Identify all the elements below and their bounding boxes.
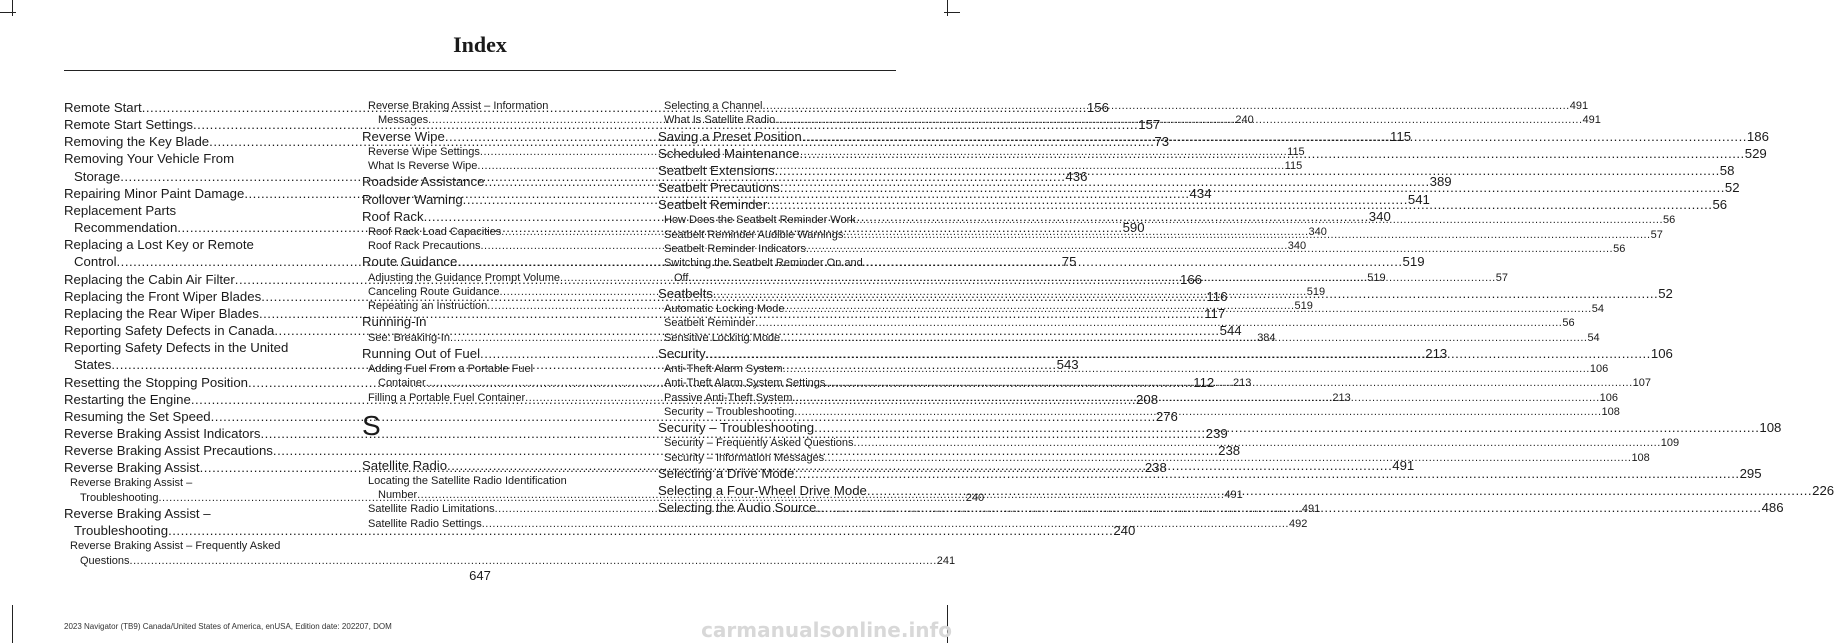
page-reference: 491	[1569, 100, 1589, 112]
footer-edition-text: 2023 Navigator (TB9) Canada/United States of America, enUSA, Edition date: 202207, DOM	[64, 622, 392, 631]
dot-leader	[784, 303, 1591, 315]
entry-text: Running-In	[362, 314, 427, 330]
entry-text: Rollover Warning	[362, 191, 463, 207]
page-reference: 519	[1294, 300, 1313, 313]
entry-text: How Does the Seatbelt Reminder Work	[664, 214, 856, 227]
page-reference: 157	[1138, 117, 1161, 133]
entry-text: Seatbelt Extensions	[658, 162, 775, 178]
dot-leader	[867, 483, 1812, 498]
page-reference: 56	[1712, 197, 1728, 213]
page-reference: 115	[1287, 145, 1305, 158]
entry-text: Replacing the Front Wiper Blades	[64, 288, 262, 304]
entry-text: Roof Rack Load Capacities	[368, 225, 502, 238]
page-reference: 434	[1189, 185, 1212, 201]
entry-text: Reverse Braking Assist Precautions	[64, 443, 273, 459]
page-reference: 107	[1632, 377, 1651, 390]
entry-text: Recommendation	[74, 220, 178, 236]
page-reference: 384	[1257, 331, 1276, 344]
dot-leader	[755, 317, 1562, 329]
dot-leader	[856, 214, 1663, 226]
dot-leader	[482, 518, 1289, 530]
page-reference: 52	[1658, 285, 1673, 301]
dot-leader	[457, 254, 1402, 269]
page-title: Index	[453, 32, 507, 57]
entry-text: Adding Fuel From a Portable Fuel	[368, 363, 534, 376]
entry-text: Reverse Braking Assist –	[64, 506, 211, 522]
header-divider	[64, 70, 896, 71]
entry-text: Anti-Theft Alarm System	[664, 363, 783, 376]
page-reference: 340	[1287, 240, 1307, 253]
entry-text: Scheduled Maintenance	[658, 145, 800, 161]
page-reference: 166	[1180, 271, 1203, 287]
dot-leader	[792, 392, 1599, 404]
page-reference: 108	[1601, 405, 1620, 418]
entry-text: Satellite Radio Settings	[368, 517, 482, 530]
dot-leader	[783, 363, 1590, 375]
entry-text: Seatbelt Reminder	[664, 317, 756, 330]
page-reference: 239	[1205, 425, 1228, 441]
section-letter: S	[362, 409, 381, 441]
dot-leader	[780, 180, 1725, 195]
page-reference: 57	[1495, 271, 1508, 284]
page-reference: 240	[1235, 114, 1254, 127]
entry-text: Roof Rack	[362, 208, 424, 224]
page-number: 647	[469, 568, 491, 583]
entry-text: Reporting Safety Defects in Canada	[64, 323, 275, 339]
entry-text: Reverse Braking Assist –	[70, 477, 193, 490]
dot-leader	[780, 332, 1587, 344]
page-reference: 208	[1136, 391, 1159, 407]
dot-leader	[706, 346, 1651, 361]
entry-text: Satellite Radio	[362, 457, 448, 473]
entry-text: Passive Anti-Theft System	[664, 391, 793, 404]
entry-text: Security – Information Messages	[664, 451, 825, 464]
page-reference: 541	[1407, 191, 1430, 207]
entry-text: States	[74, 357, 112, 373]
dot-leader	[800, 146, 1745, 161]
entry-text: Seatbelt Reminder Audible Warnings	[664, 228, 844, 241]
entry-text: Security – Frequently Asked Questions	[664, 437, 854, 450]
page-reference: 106	[1599, 391, 1618, 404]
entry-text: Reporting Safety Defects in the United	[64, 340, 289, 356]
entry-text: Canceling Route Guidance	[368, 285, 500, 298]
page-reference: 56	[1613, 242, 1626, 255]
entry-text: Control	[74, 254, 117, 270]
entry-text: Locating the Satellite Radio Identification	[368, 474, 567, 487]
entry-text: Removing Your Vehicle From	[64, 151, 235, 167]
page-reference: 492	[1288, 517, 1308, 530]
entry-text: Reverse Braking Assist Indicators	[64, 425, 261, 441]
page-reference: 58	[1719, 162, 1735, 178]
page-reference: 491	[1301, 503, 1321, 516]
entry-text: Security – Troubleshooting	[664, 405, 795, 418]
entry-text: Seatbelt Precautions	[658, 180, 780, 196]
entry-text: Reverse Braking Assist – Information	[368, 100, 549, 112]
entry-text: Seatbelt Reminder Indicators	[664, 242, 806, 255]
page-reference: 543	[1056, 357, 1079, 373]
page-reference: 106	[1650, 345, 1673, 361]
entry-text: Seatbelts	[658, 285, 713, 301]
entry-text: Replacement Parts	[64, 202, 177, 218]
page-reference: 115	[1284, 160, 1303, 173]
entry-text: Troubleshooting	[74, 523, 169, 539]
page-reference: 491	[1392, 457, 1415, 473]
page-reference: 491	[1224, 489, 1243, 501]
crop-mark	[947, 0, 948, 16]
page-reference: 117	[1204, 305, 1226, 321]
entry-text: Troubleshooting	[80, 491, 159, 504]
page-reference: 108	[1759, 420, 1782, 436]
watermark: carmanualsonline.info	[701, 618, 952, 642]
page-reference: 436	[1065, 168, 1088, 184]
entry-text: Roadside Assistance	[362, 174, 485, 190]
crop-mark	[12, 605, 13, 643]
index-entry[interactable]	[362, 313, 630, 330]
index-subentry[interactable]	[64, 539, 956, 568]
entry-text: Remote Start	[64, 100, 142, 115]
entry-text: Automatic Locking Mode	[664, 303, 785, 316]
page-reference: 340	[1368, 208, 1391, 224]
dot-leader	[775, 114, 1582, 126]
page-reference: 529	[1744, 145, 1767, 161]
dot-leader	[762, 100, 1569, 112]
entry-text: Sensitive Locking Mode	[664, 331, 781, 344]
dot-leader	[843, 229, 1650, 241]
page-reference: 491	[1582, 114, 1601, 127]
dot-leader	[713, 286, 1658, 301]
page-reference: 54	[1587, 331, 1600, 344]
entry-text: Selecting a Drive Mode	[658, 466, 795, 481]
entry-text: Replacing the Cabin Air Filter	[64, 271, 235, 287]
page-reference: 115	[1390, 128, 1412, 144]
page-reference: 156	[1086, 100, 1109, 115]
page-reference: 52	[1724, 180, 1740, 196]
dot-leader	[824, 452, 1631, 464]
entry-text: Reverse Braking Assist	[64, 460, 200, 476]
page-reference: 213	[1425, 345, 1448, 361]
page-reference: 116	[1206, 288, 1228, 304]
entry-text: Running Out of Fuel	[362, 345, 481, 361]
page-reference: 112	[1193, 374, 1215, 390]
entry-text: Security – Troubleshooting	[658, 420, 815, 436]
entry-text: What Is Reverse Wipe	[368, 160, 478, 173]
entry-text: Selecting a Four-Wheel Drive Mode	[658, 483, 867, 499]
dot-leader	[802, 129, 1747, 144]
page-reference: 240	[965, 491, 985, 504]
entry-text: Security	[658, 345, 706, 361]
dot-leader	[775, 163, 1720, 178]
entry-text: Saving a Preset Position	[658, 128, 802, 144]
entry-text: Number	[378, 489, 418, 501]
page-reference: 241	[936, 554, 956, 567]
entry-text: Removing the Key Blade	[64, 134, 210, 150]
page-reference: 295	[1739, 466, 1762, 481]
dot-leader	[688, 272, 1495, 284]
page-reference: 389	[1429, 174, 1452, 190]
entry-text: Replacing the Rear Wiper Blades	[64, 305, 259, 321]
page-reference: 519	[1402, 254, 1425, 270]
entry-text: Roof Rack Precautions	[368, 240, 481, 253]
entry-text: Filling a Portable Fuel Container	[368, 391, 526, 404]
index-subentry[interactable]	[658, 436, 1680, 450]
dot-leader	[767, 197, 1712, 212]
entry-text: Repeating an Instruction	[368, 300, 488, 313]
page-reference: 240	[1113, 523, 1136, 539]
entry-text: See: Breaking-In	[368, 331, 450, 344]
page-reference: 56	[1562, 317, 1575, 330]
page-reference: 54	[1591, 303, 1604, 316]
page-reference: 56	[1663, 214, 1676, 227]
entry-text: Container	[378, 377, 426, 390]
page-reference: 519	[1306, 285, 1326, 298]
page-reference: 276	[1155, 408, 1178, 424]
entry-text: Repairing Minor Paint Damage	[64, 185, 245, 201]
page-reference: 238	[1218, 443, 1241, 459]
entry-text: Anti-Theft Alarm System Settings	[664, 377, 826, 390]
entry-text: Resetting the Stopping Position	[64, 374, 249, 390]
entry-text: Selecting the Audio Source	[658, 500, 817, 516]
page-reference: 106	[1589, 363, 1609, 376]
dot-leader	[825, 374, 1632, 390]
entry-text: Replacing a Lost Key or Remote	[64, 237, 254, 253]
page-reference: 57	[1650, 228, 1663, 241]
page-reference: 544	[1219, 323, 1242, 339]
entry-text: What Is Satellite Radio	[664, 114, 776, 127]
entry-text: Switching the Seatbelt Reminder On and	[664, 257, 863, 270]
page-reference: 226	[1812, 483, 1834, 499]
entry-text: Reverse Braking Assist – Frequently Asked	[70, 540, 281, 553]
page-reference: 73	[1154, 134, 1170, 150]
entry-text: Restarting the Engine	[64, 391, 191, 407]
entry-text: Questions	[80, 554, 130, 567]
entry-text: Seatbelt Reminder	[658, 197, 768, 213]
dot-leader	[794, 406, 1601, 418]
dot-leader	[806, 243, 1613, 255]
entry-text: Reverse Wipe Settings	[368, 145, 480, 158]
page-reference: 519	[1367, 271, 1386, 284]
page-reference: 75	[1061, 254, 1077, 270]
entry-text: Selecting a Channel	[664, 100, 763, 112]
page-reference: 486	[1761, 500, 1784, 516]
page-reference: 109	[1660, 437, 1680, 450]
entry-text: Adjusting the Guidance Prompt Volume	[368, 271, 561, 284]
entry-text: Route Guidance	[362, 254, 458, 270]
page-reference: 186	[1746, 128, 1769, 144]
entry-text: Resuming the Set Speed	[64, 408, 211, 424]
page-reference: 213	[1232, 377, 1252, 390]
entry-text: Remote Start Settings	[64, 117, 194, 133]
page-reference: 108	[1631, 451, 1650, 464]
dot-leader	[854, 437, 1661, 449]
dot-leader	[816, 500, 1761, 515]
page-reference: 238	[1144, 460, 1167, 476]
dot-leader	[794, 466, 1739, 481]
dot-leader	[130, 555, 937, 567]
entry-text: Satellite Radio Limitations	[368, 503, 495, 516]
entry-text: Messages	[378, 114, 429, 127]
page-reference: 590	[1122, 220, 1145, 236]
page-reference: 213	[1332, 391, 1351, 404]
dot-leader	[814, 420, 1759, 435]
entry-text: Reverse Wipe	[362, 128, 445, 144]
crop-mark	[12, 0, 13, 16]
index-subentry[interactable]	[658, 316, 1575, 330]
entry-text: Off	[674, 271, 689, 284]
entry-text: Storage	[74, 168, 121, 184]
crop-mark	[0, 12, 16, 13]
page-reference: 340	[1308, 225, 1327, 238]
